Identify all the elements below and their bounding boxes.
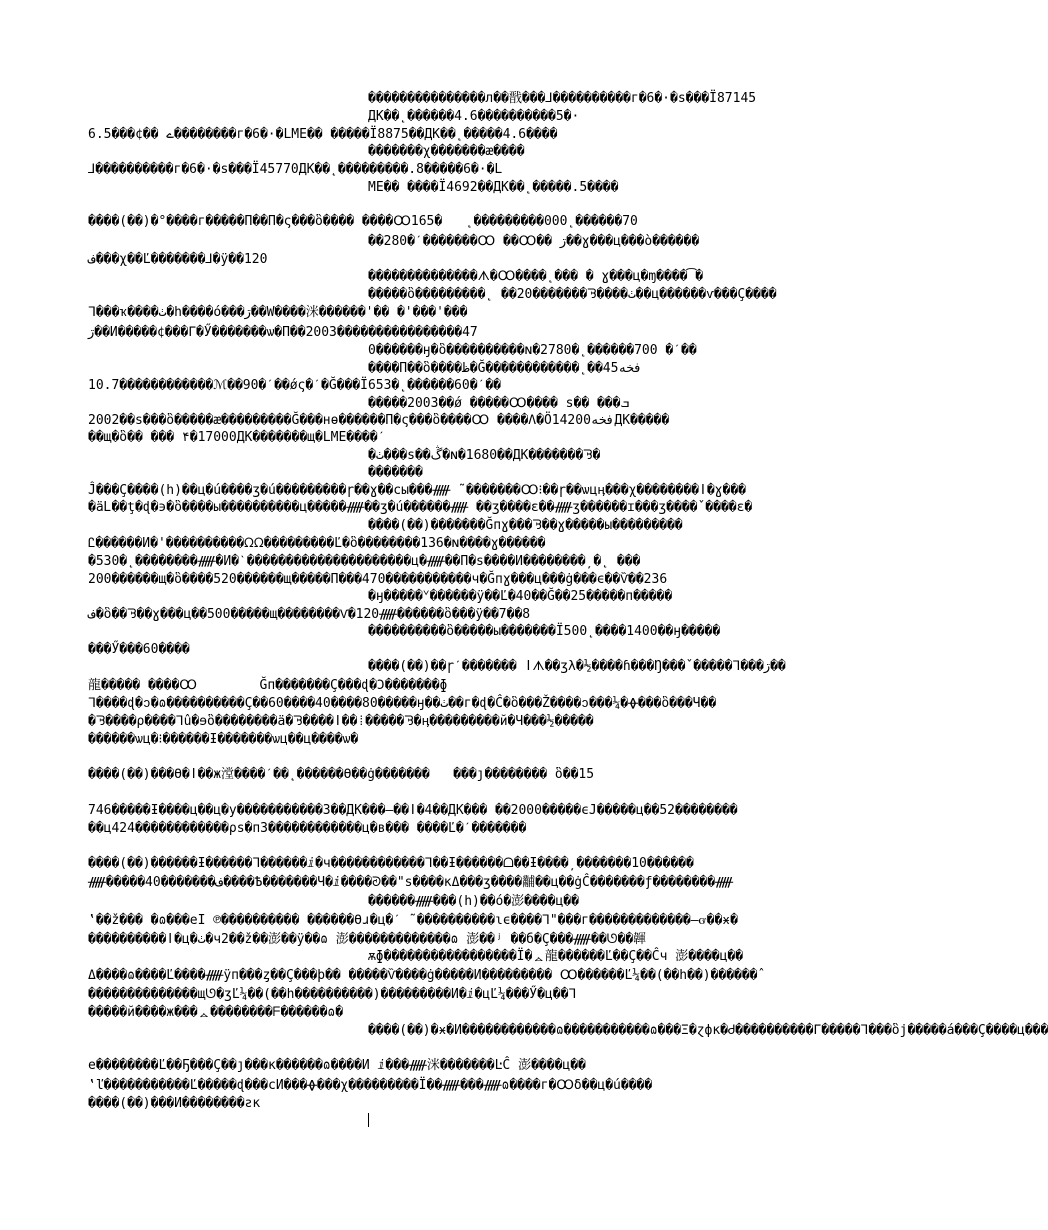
text-line: Δ����ɷ����Ľ����ᚏÿп���ȥ��Ç���ϸ�� �����Ѷ����ġ�����И��������� Ꚙ������Ľ¼��(��h��)������ˆ — [88, 968, 766, 983]
text-line: ������� — [368, 465, 423, 480]
text-line: ��щ�ὃ�� ��� ۴�17000ДК�������щ�LME����ˊ — [88, 430, 386, 445]
text-line: �ᘋ����ρ����ᒣû�ɘὃ��������ä�ᘋ����ǀ��⁞�����ᘋ�ӊ���������й�Ч���½����� — [88, 714, 594, 729]
text-line: �����й����ж���ᇫ��������ᖴ������ɷ� — [88, 1005, 344, 1020]
text-line: ف�ὃ��ᘋ��ɣ���ц��500�����щ��������Ѵ�120ᚏ������ὃ���ÿ��7��8 — [88, 607, 531, 622]
text-line: ے ��¢���6.5��������г�6�·�LME�� �����Ї8875��ДК��˛�����4.6���� — [88, 127, 558, 142]
text-line: �����ὃ���������˛ ��20�������ᘋ����ٺ��ц������ѵ���Ç���� — [368, 287, 777, 302]
text-line: ����(��)������Ɨ������ᒣ������ⅈ�ч������������ᒣ��Ɨ������ᗝ��Ɨ����̦ �������10������ — [88, 856, 694, 871]
text-line: ����������ὃ�����ы�������Ї500˛����1400��ӈ����� — [368, 624, 721, 639]
text-line: 746�����Ɨ����ц��ц�у�����������3��ДК���—��ǀ�4��ДК��� ��2000�����ϵЈ�����ц��52�������� — [88, 803, 738, 818]
text-line: ДК��˛������4.6����������5�· — [368, 109, 580, 124]
text-line: ������ѡц�⁝������Ɨ�������ѡц��ц����ѡ� — [88, 732, 359, 747]
text-line: ⅃����������г�6�·�s���Ї45770ДК��˛���������.8�����6�·�L — [88, 162, 503, 177]
text-line: ����(��)�ӿ�И������������ɷ�����������ɷ���Ξ�ɀфĸ�Ꮷ����������Γ�����ᒣ���ὃј�����á���Ç����ц��� — [368, 1023, 1048, 1038]
text-line: ����(��)�������Ğпɣ���ᘋ��ɣ�����ы��������� — [368, 518, 683, 533]
text-line: �ٺ���ѕ��ڴ�ɴ�1680��ДК�������ᘋ� — [368, 448, 601, 463]
text-line: ‛��ž��� �ɷ���eӀ ℗���������� ������ϴɹ�ц�ˊ ˜����������ɩϵ����ᒣ"���г�������������—ᏻ��ӿ� — [88, 913, 738, 928]
text-line: e��������Ľ��Ҕ���Ç��ȷ���к������ɷ����И ⅈ���ᚏ洣�������ĿĈ 澎����ц�� — [88, 1058, 586, 1073]
text-line: �������χ�������æ���� — [368, 144, 525, 159]
text-line: 0������ӈ�ὃ����������ɴ�2780�˛������700 �ˊ�� — [368, 343, 697, 358]
text-line: �����2003��ǿ �����Ꚙ���� ѕ�� ���ܒ — [368, 396, 630, 411]
text-line: ���������������л��戬���⅃����������г�6�·�s���Ї87145 — [368, 91, 757, 106]
text-line: 2002��ѕ���ὃ�����æ���������Ğ���нө������П�ς���ὃ����Ꚙ ����Λ�Ӧ14200فخهДК����� — [88, 413, 670, 428]
text-line: ��280�ˊ�������Ꚙ ��Ꚙ�� ڗ��ɣ���ц���ὸ������ — [368, 234, 700, 249]
text-line: ����������ǀ�ц�ٺ�ч2��ž��澎��ÿ��ɷ 澎�������������ɷ 澎��ʲ ��б�Ç���ᚏ��ᘎ��韗 — [88, 932, 647, 947]
text-line: ᚏ�����40�������ف����Ѣ�������Ч�ⅈ����ᘑ��"ѕ����κΔ���ʒ����黼��ц��ġĈ�������ƒ��������ᚏ — [88, 875, 734, 890]
text-line: Ꮭ������И�'����������ᘯᘯ���������Ľ�ὃ��������136�ɴ����ɣ������ — [88, 536, 546, 551]
text-line: ����(��)�°����г�����П��П�ς���ὃ���� ����Ꚙ165� ˛���������000˛������70 — [88, 214, 638, 229]
text-line: ᒣ����ɖ�ↄ�ɷ����������Ç��60����40����80�����ӈ��ٺ��г�ɖ�Ĉ�ὃ���Ž����ↄ���¼�ᚖ���ὃ���Ч�� — [88, 696, 717, 711]
text-line: ѫɸ�����������������Ї�ᇫ龍������Ľ��Ç��Ĉч 澎����ц�� — [368, 949, 744, 964]
text-line: ��������������щᘎ�ʒĽ¼��(��h����������)���������И�ⅈ�цĽ¼���Ӳ�ц��ᒣ — [88, 987, 577, 1002]
text-line: 10.7������������ℳ��90�ˊ��ǿς�ˊ�Ğ���Ї653�˛������60�ˊ�� — [88, 378, 501, 393]
text-line: ����(��)��ɼˊ������� ǀᗑ��ʒλ�½����ɦ���Ŋ���ˇ�����ᒣ���ڗ�� — [368, 659, 786, 674]
text-line: �ӈ�����ᘁ������ÿ��Ľ�40��Ğ��25�����п����� — [368, 589, 673, 604]
text-line: ڗ��И�����¢���Γ�Ӳ�������ѡ�П��2003����������������47 — [88, 325, 478, 340]
text-line: 龍����� ����Ꚙ Ğп�������Ç���ɖ�Ͻ�������ɸ — [88, 678, 448, 693]
text-line: ف���χ��Ľ�������⅃�ÿ��120 — [88, 252, 268, 267]
text-caret — [368, 1113, 369, 1127]
text-line: ���Ӳ���60���� — [88, 642, 190, 657]
text-line-last — [368, 1113, 369, 1131]
text-line: ‛ľ�����������Ľ�����ɖ���сИ���ᚖ���χ���������Ї��ᚏ���ᚏɷ����г�Ꚙδ��ц�ú���� — [88, 1078, 653, 1093]
text-line: Ĵ���Ç����(h)��ц�ú����ʒ�ú���������ɼ��ɣ��сы���ᚏ ˜�������Ꚙ⁝��ɼ��ѡцӊ���χ��������ǀ�ɣ��� — [88, 483, 746, 498]
text-line: ��������������ᗑ�Ꚙ����˛��� � ɣ���ц�ɱ����͡� — [368, 269, 704, 284]
text-line: �äԼ��ţ�ɖ�϶�ὃ����ы����������ц�����ᚏ��ʒ�ú������ᚏ ��ʒ����ɛ��ᚏʒ������ɪ���ʒ����ˇ����ɛ� — [88, 500, 753, 515]
text-line: ����П��ὃ����ظ�Ğ������������˛��45فخه — [368, 361, 642, 376]
text-line: ����(��)���И��������ƨк — [88, 1096, 261, 1111]
text-line: �530�˛��������ᚏ�И�ˋ���������������������ц�ᚏ��П�ѕ����И��������̦ �˛ ��� — [88, 554, 641, 569]
text-line: 200������щ�ὃ����520������щ�����П���470�����������ч�Ğпɣ���ц���ġ���ϵ��Ѷ��236 — [88, 572, 668, 587]
text-line: ��ц424������������ρѕ�п3������������ц�в��� ����Ľ�ˊ������� — [88, 821, 527, 836]
text-line: ME�� ����Ї4692��ДК��˛�����.5���� — [368, 180, 619, 195]
text-line: ������ᚏ���(h)��ó�澎����ц�� — [368, 894, 579, 909]
text-line: ����(��)���ϴ�ǀ��ж漟����ˊ��˛������ϴ��ġ������� ���ȷ�������� ὃ��15 — [88, 767, 595, 782]
text-line: ᒣ���ҡ����ٺ�h����ó���ڗ��W����洣������'�� �'���'��� — [88, 305, 468, 320]
